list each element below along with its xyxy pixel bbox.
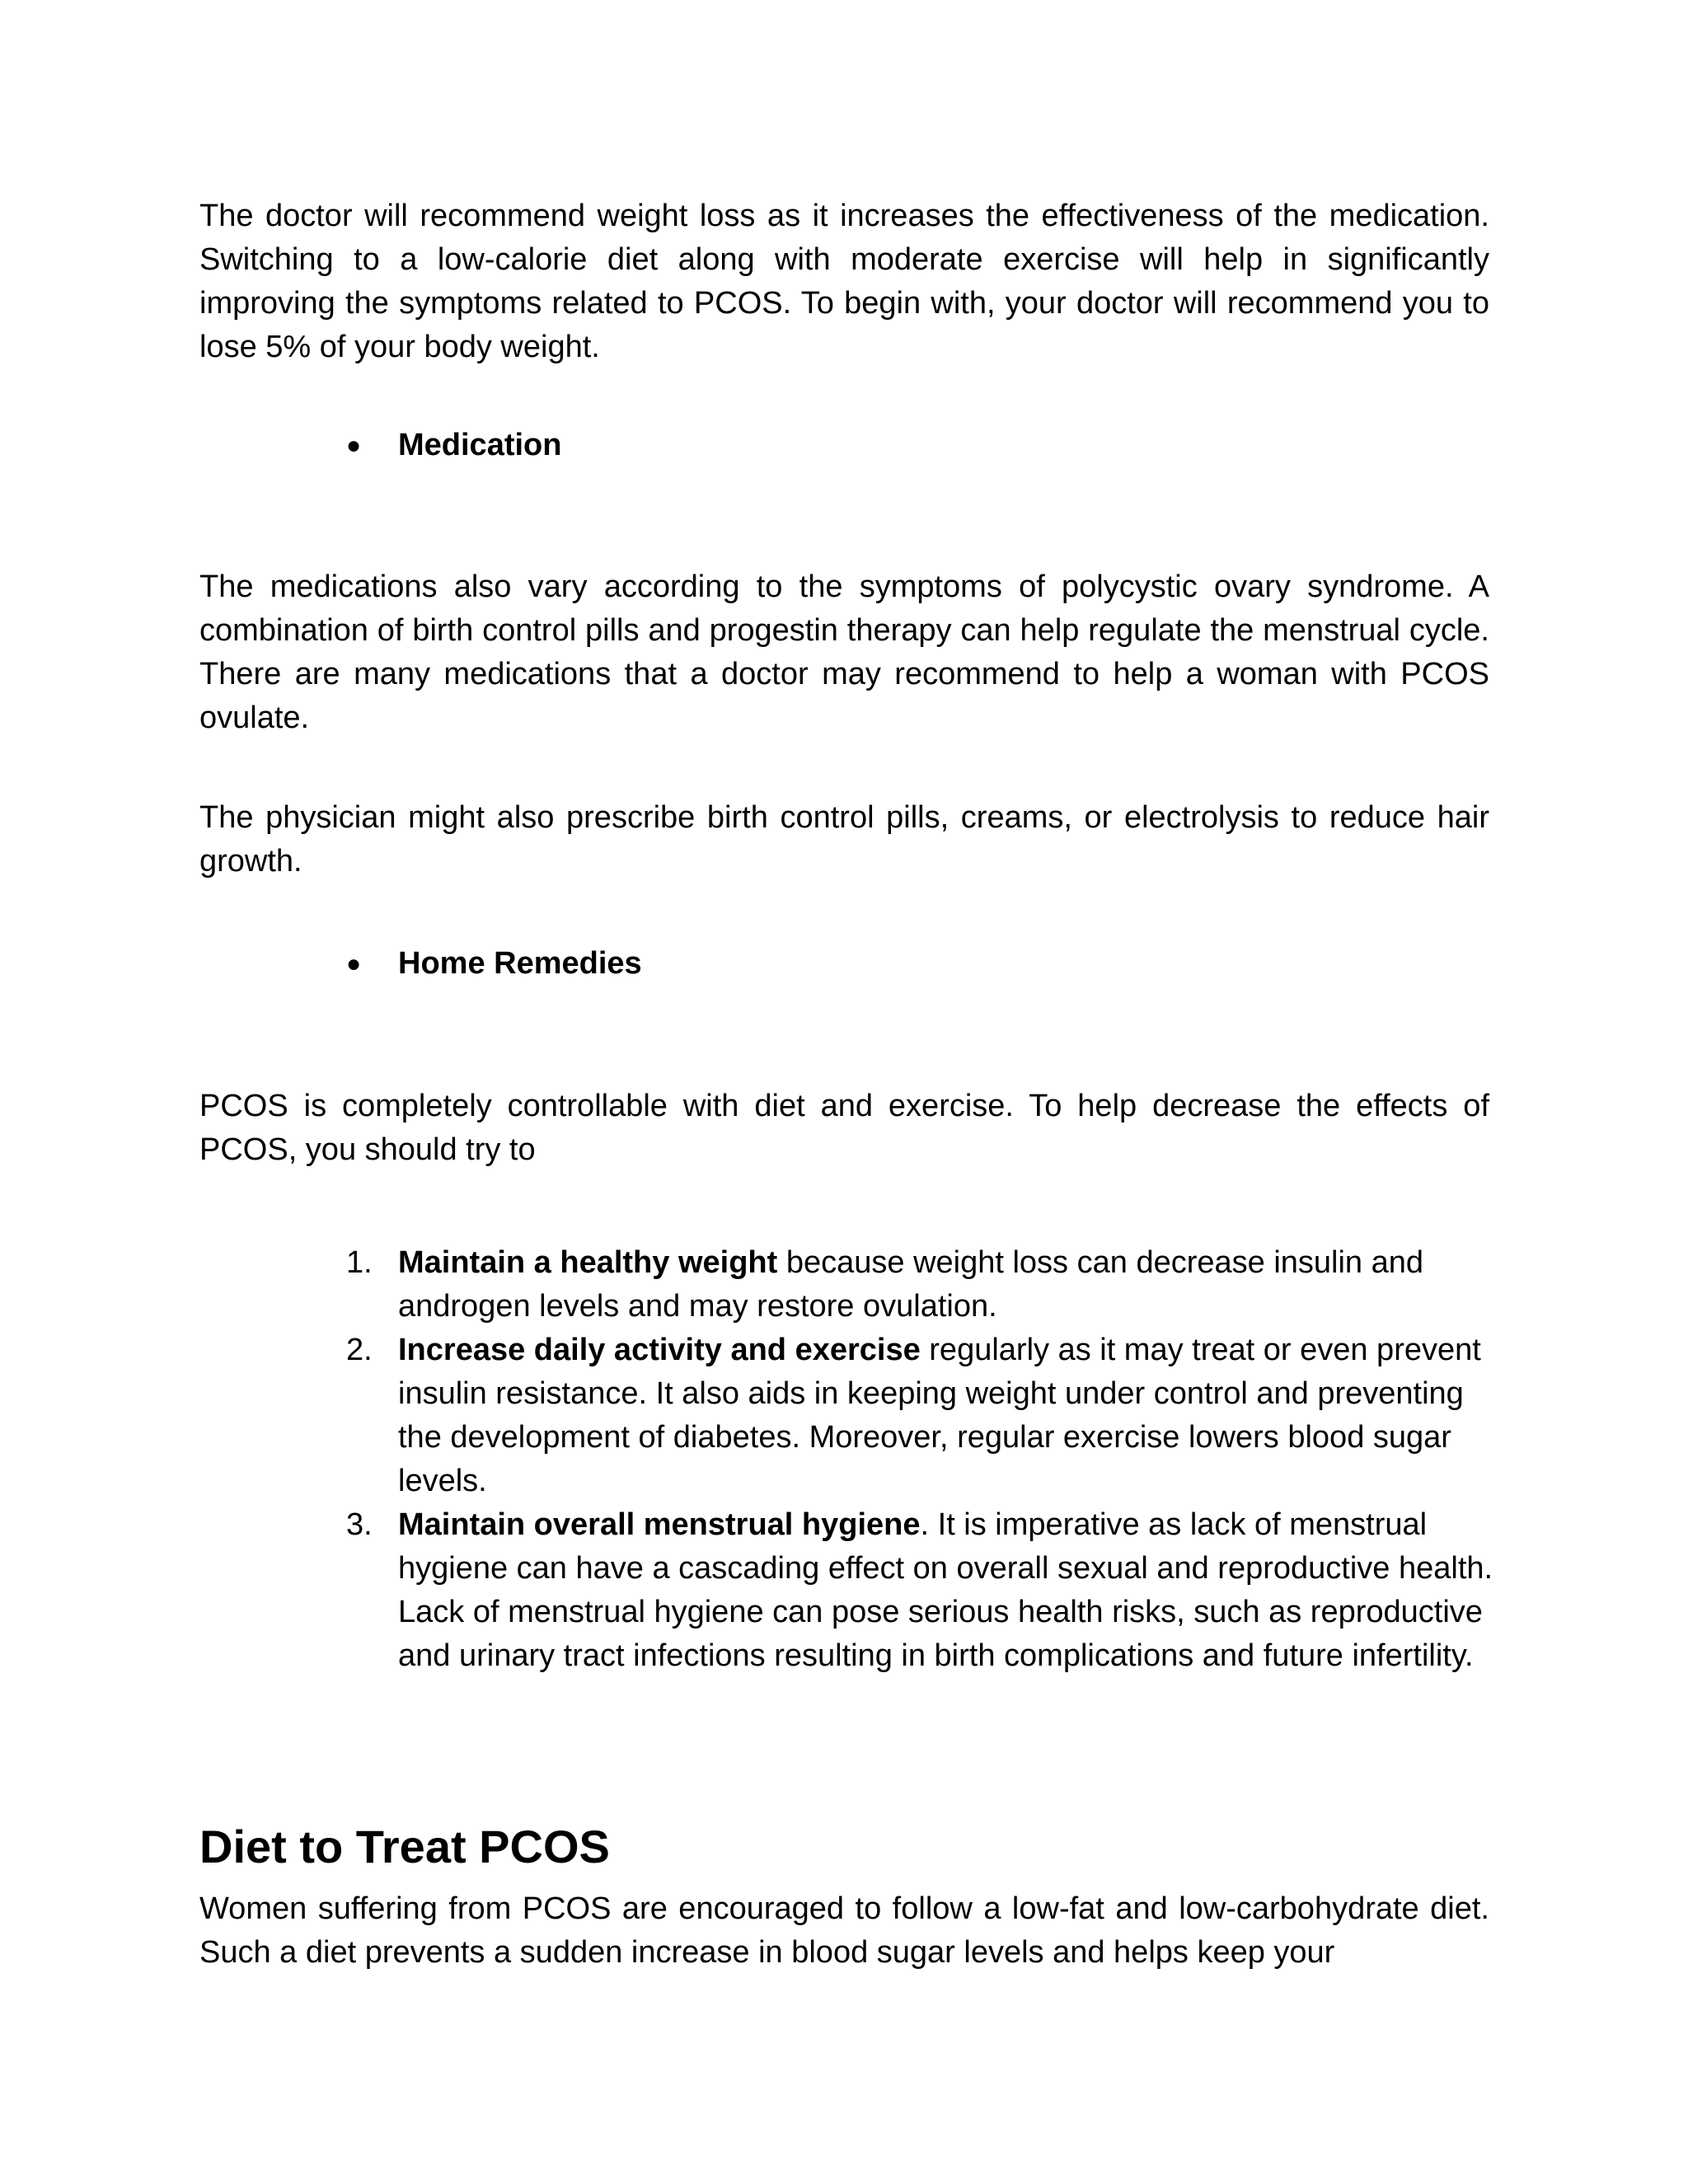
bullet-home-remedies — [346, 942, 642, 986]
list-item-bold: Maintain overall menstrual hygiene — [398, 1507, 921, 1542]
list-item-text: . It is imperative as lack of menstrual hygiene can have a cascading effect on overall sexual and reproductive health. Lack of menstrual hygiene can pose serious health risks, such as reproductive and urinary tract infections resulting in birth complications and future infertility. — [398, 1507, 1493, 1673]
list-item — [346, 1503, 1500, 1678]
heading-diet: Diet to Treat PCOS — [199, 1821, 610, 1872]
remedies-list — [346, 1241, 1500, 1678]
paragraph-diet-intro: Women suffering from PCOS are encouraged to follow a low-fat and low-carbohydrate diet. Such a diet prevents a sudden increase in blood sugar levels and helps keep your — [199, 1891, 1489, 1970]
bullet-medication — [346, 424, 561, 467]
bullet-dot-icon: ● — [346, 432, 362, 459]
list-item-bold: Increase daily activity and exercise — [398, 1333, 921, 1367]
list-item — [346, 1329, 1500, 1503]
list-item-number: 2. — [346, 1333, 373, 1367]
bullet-dot-icon: ● — [346, 950, 362, 977]
paragraph-medications-vary: The medications also vary according to the symptoms of polycystic ovary syndrome. A combination of birth control pills and progestin therapy can help regulate the menstrual cycle. There are many medications that a doctor may recommend to help a woman with PCOS ovulate. — [199, 569, 1489, 735]
list-item — [346, 1241, 1500, 1329]
paragraph-hair-growth: The physician might also prescribe birth control pills, creams, or electrolysis to reduce hair growth. — [199, 800, 1489, 879]
bullet-medication-label: Medication — [398, 428, 562, 462]
paragraph-controllable: PCOS is completely controllable with diet and exercise. To help decrease the effects of PCOS, you should try to — [199, 1089, 1489, 1167]
list-item-bold: Maintain a healthy weight — [398, 1245, 778, 1280]
list-item-number: 1. — [346, 1245, 373, 1280]
list-item-text: because weight loss can decrease insulin and androgen levels and may restore ovulation. — [398, 1245, 1424, 1324]
bullet-home-remedies-label: Home Remedies — [398, 946, 642, 981]
list-item-number: 3. — [346, 1507, 373, 1542]
paragraph-weight-loss: The doctor will recommend weight loss as it increases the effectiveness of the medication. Switching to a low-calorie diet along with moderate exercise will help in significantly improving the symptoms related to PCOS. To begin with, your doctor will recommend you to lose 5% of your body weight. — [199, 199, 1489, 364]
list-item-text: regularly as it may treat or even prevent insulin resistance. It also aids in keeping weight under control and preventing the development of diabetes. Moreover, regular exercise lowers blood sugar levels. — [398, 1333, 1481, 1498]
